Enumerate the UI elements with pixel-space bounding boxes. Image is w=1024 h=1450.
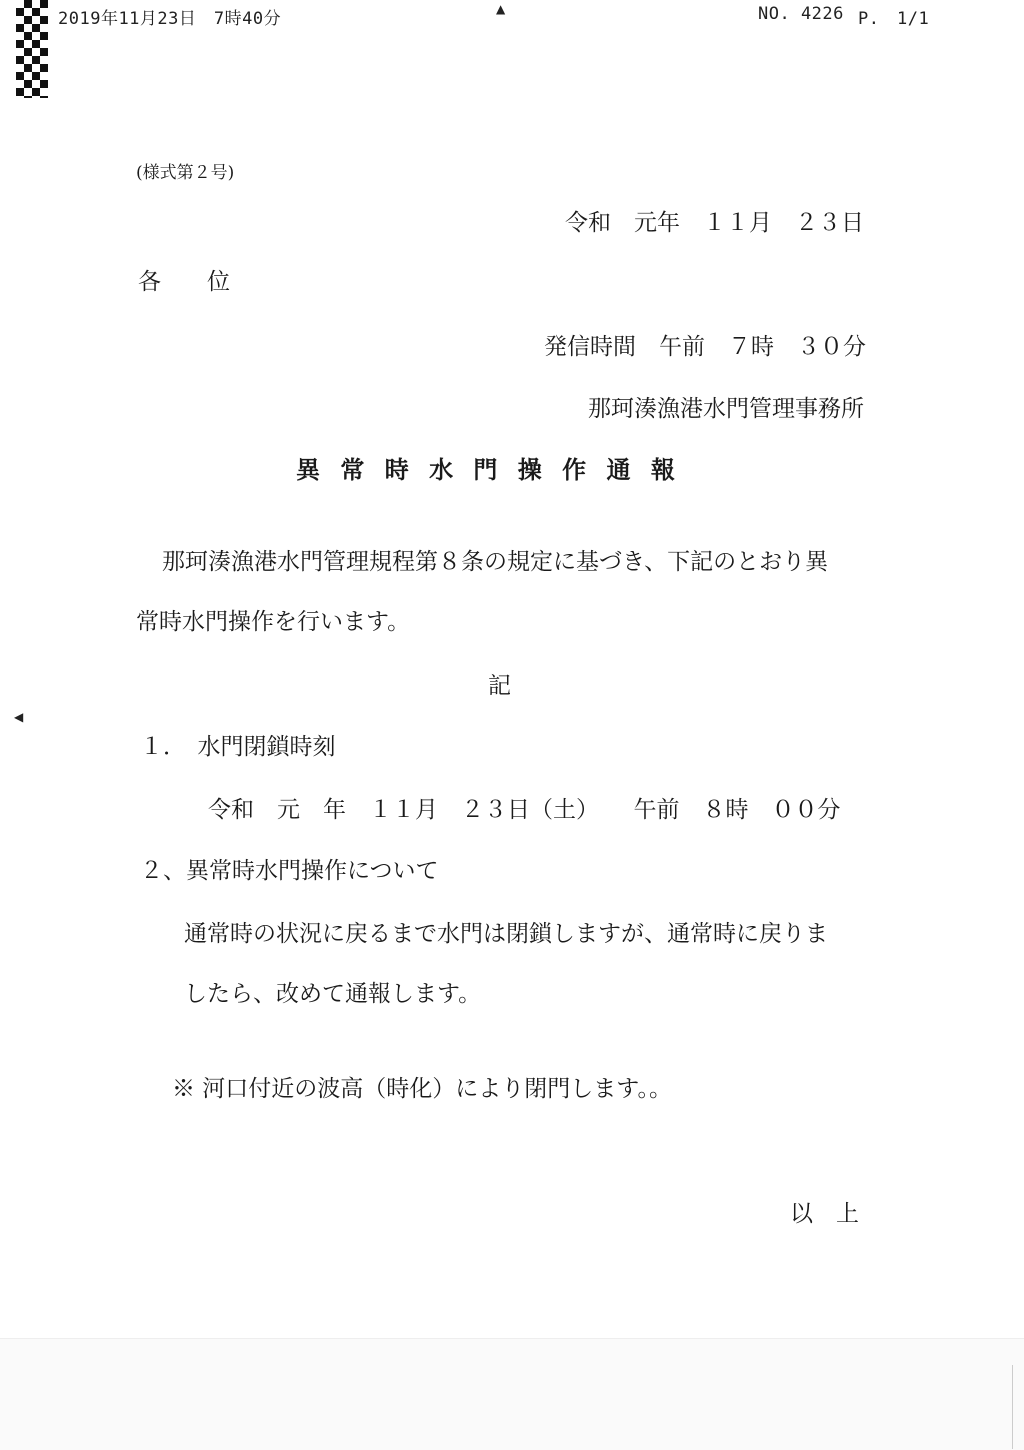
fax-page: P. 1/1	[858, 9, 930, 29]
note: ※ 河口付近の波高（時化）により閉門します。。	[172, 1076, 672, 1102]
triangle-up-icon: ▲	[496, 2, 506, 16]
form-number: (様式第２号)	[136, 163, 235, 183]
ki-heading: 記	[488, 673, 511, 699]
item1-heading: １． 水門閉鎖時刻	[140, 734, 336, 760]
fax-number: NO. 4226	[758, 4, 844, 24]
item2-line-2: したら、改めて通報します。	[184, 981, 482, 1007]
send-time: 発信時間 午前 ７時 ３０分	[544, 334, 866, 360]
addressee: 各 位	[138, 269, 230, 295]
item2-heading: ２、異常時水門操作について	[140, 858, 439, 884]
body-line-2: 常時水門操作を行います。	[136, 609, 411, 635]
document-date: 令和 元年 １１月 ２３日	[565, 210, 864, 236]
closing: 以 上	[790, 1201, 859, 1227]
triangle-left-icon: ◀	[14, 710, 24, 724]
body-line-1: 那珂湊漁港水門管理規程第８条の規定に基づき、下記のとおり異	[162, 549, 829, 575]
sender-office: 那珂湊漁港水門管理事務所	[588, 396, 864, 422]
document-title: 異 常 時 水 門 操 作 通 報	[296, 455, 681, 484]
item1-value: 令和 元 年 １１月 ２３日（土） 午前 ８時 ００分	[208, 797, 841, 823]
scan-edge-line	[1012, 1365, 1013, 1449]
scan-bottom-band	[0, 1338, 1024, 1450]
item2-line-1: 通常時の状況に戻るまで水門は閉鎖しますが、通常時に戻りま	[184, 921, 828, 947]
fax-timestamp: 2019年11月23日 7時40分	[58, 9, 282, 29]
fax-checker-mark	[16, 0, 48, 98]
